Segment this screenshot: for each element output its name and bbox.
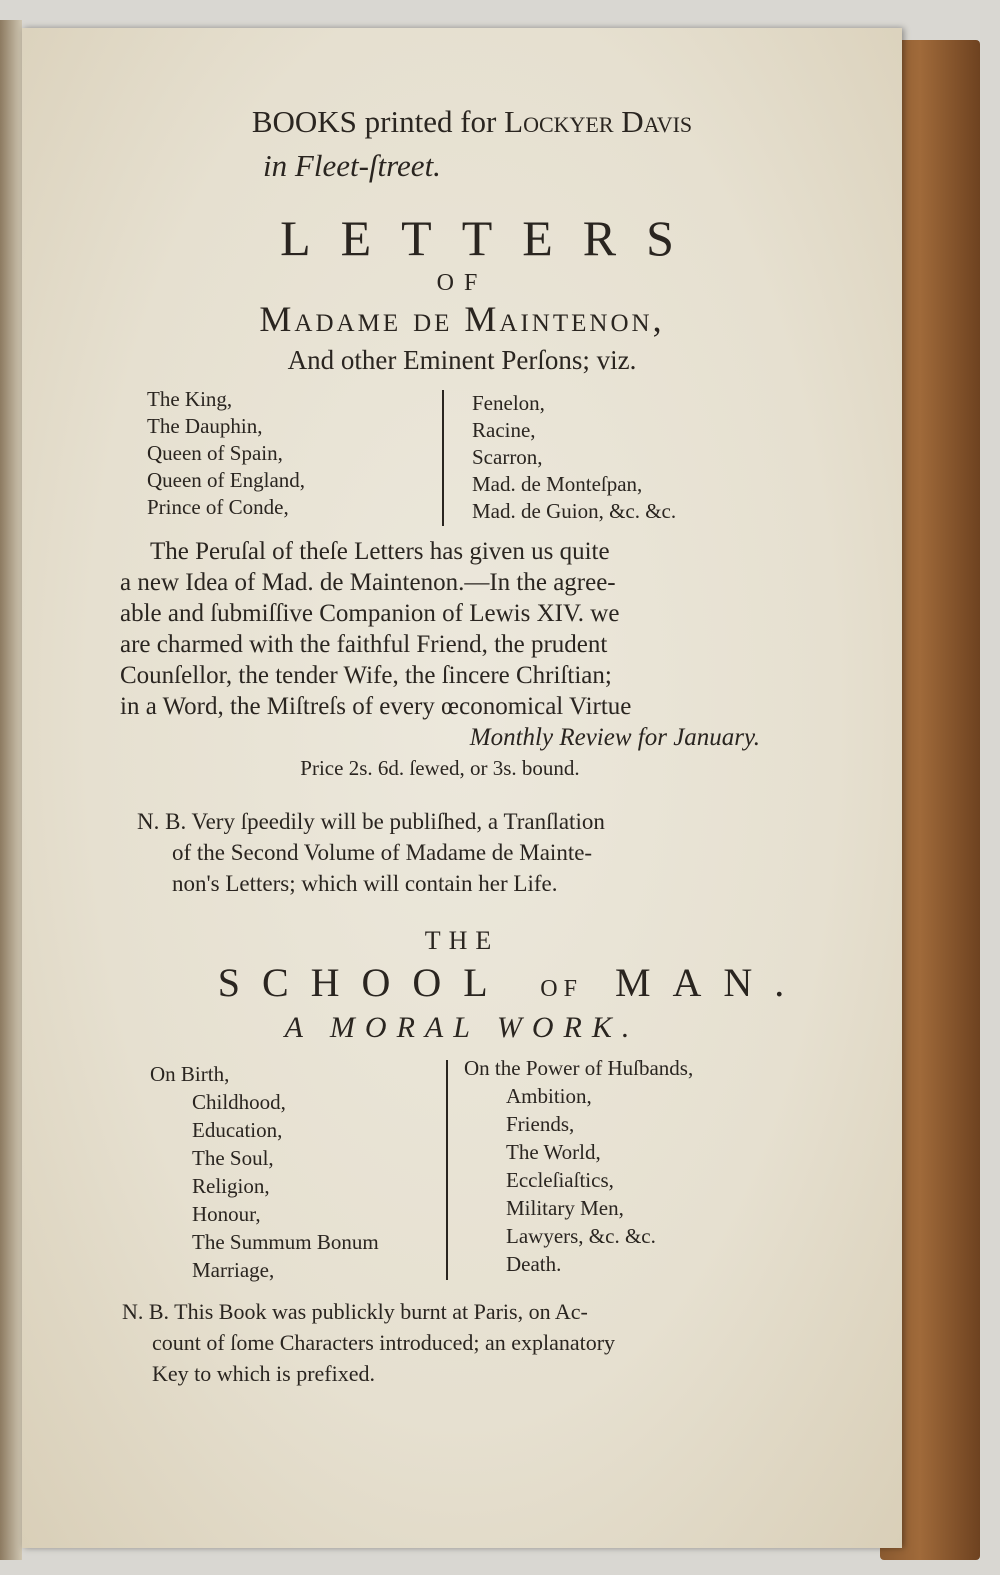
book1-names-right [472, 390, 676, 525]
book1-subtitle: And other Eminent Perſons; viz. [287, 345, 637, 375]
name-item: Racine, [472, 418, 536, 442]
book2-topics-left [150, 1060, 379, 1284]
book2-topics-right [464, 1054, 693, 1278]
topic-item: Ambition, [506, 1084, 592, 1108]
topic-item: Honour, [192, 1202, 261, 1226]
heading-publisher: Lockyer Davis [504, 104, 693, 139]
topic-item: Lawyers, &c. &c. [506, 1224, 656, 1248]
name-item: Queen of England, [147, 468, 306, 492]
topic-item: Religion, [192, 1174, 270, 1198]
heading-printed-for: printed for [364, 104, 497, 139]
review-line: The Peruſal of theſe Letters has given us quite [150, 538, 610, 565]
book2-note [122, 1296, 772, 1389]
topic-item: Military Men, [506, 1196, 624, 1220]
topic-item: On the Power of Huſbands, [464, 1056, 694, 1080]
note-line: count of ſome Characters introduced; an explanatory [152, 1330, 616, 1355]
name-item: Mad. de Monteſpan, [472, 472, 643, 496]
book2-title [72, 960, 952, 1012]
note-line: non's Letters; which will contain her Life. [172, 871, 558, 896]
title-of: OF [540, 976, 583, 1002]
topic-item: The Soul, [192, 1146, 274, 1170]
name-item: The King, [147, 387, 233, 411]
note-line: of the Second Volume of Madame de Mainte- [172, 840, 593, 865]
name-item: Queen of Spain, [147, 441, 283, 465]
topic-item: On Birth, [150, 1062, 230, 1086]
note-line: N. B. Very ſpeedily will be publiſhed, a Tranſlation [137, 809, 605, 834]
name-item: Prince of Conde, [147, 495, 289, 519]
name-item: Mad. de Guion, &c. &c. [472, 499, 677, 523]
topic-item: Eccleſiaſtics, [506, 1168, 614, 1192]
topic-item: Death. [506, 1252, 562, 1276]
review-line: in a Word, the Miſtreſs of every œconomical Virtue [120, 693, 632, 720]
book1-of: OF [436, 270, 488, 296]
review-line: able and ſubmiſſive Companion of Lewis XIV. we [120, 600, 620, 627]
topic-item: Childhood, [192, 1090, 286, 1114]
book1-note [137, 806, 762, 899]
review-line: are charmed with the faithful Friend, the prudent [120, 631, 608, 658]
book1-names-left [147, 386, 305, 521]
review-line: a new Idea of Mad. de Maintenon.—In the agree- [120, 569, 616, 596]
publisher-heading [22, 104, 912, 140]
column-divider [442, 390, 444, 526]
topic-item: Marriage, [192, 1258, 275, 1282]
topic-item: The Summum Bonum [192, 1230, 379, 1254]
name-item: The Dauphin, [147, 414, 263, 438]
topic-item: Education, [192, 1118, 283, 1142]
book1-title: LETTERS [280, 210, 704, 266]
review-source: Monthly Review for January. [469, 724, 760, 751]
facing-page-edge [0, 20, 22, 1560]
book2-the: THE [424, 926, 500, 955]
topic-item: Friends, [506, 1112, 575, 1136]
column-divider [446, 1060, 448, 1280]
book-page [22, 28, 902, 1548]
review-line: Counſellor, the tender Wife, the ſincere Chriſtian; [120, 662, 612, 689]
heading-books: BOOKS [251, 104, 357, 139]
heading-location: in Fleet-ſtreet. [263, 148, 441, 183]
book1-price: Price 2s. 6d. ſewed, or 3s. bound. [300, 756, 580, 780]
book1-subject: Madame de Maintenon, [259, 299, 665, 339]
note-line: N. B. This Book was publickly burnt at Paris, on Ac- [122, 1299, 588, 1324]
book1-review [120, 536, 760, 784]
book2-subtitle: A MORAL WORK. [284, 1011, 640, 1044]
name-item: Scarron, [472, 445, 543, 469]
title-school: SCHOOL [217, 960, 509, 1005]
topic-item: The World, [506, 1140, 601, 1164]
note-line: Key to which is prefixed. [152, 1361, 375, 1386]
title-man: MAN. [614, 960, 807, 1005]
name-item: Fenelon, [472, 391, 545, 415]
